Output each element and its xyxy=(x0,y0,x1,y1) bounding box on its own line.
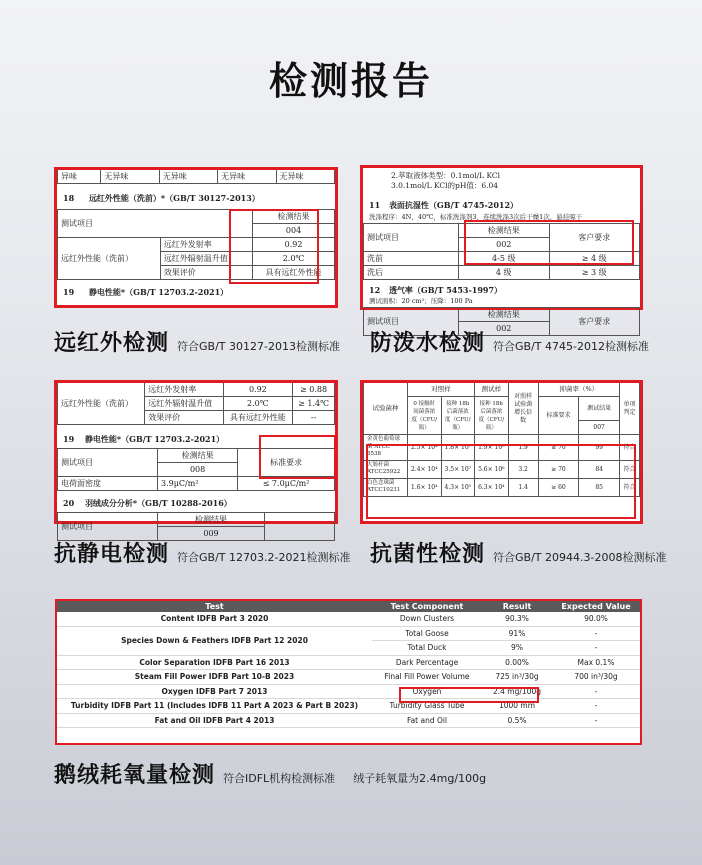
antibacterial-row: 大肠杆菌 ATCC25922 2.4× 10⁴ 3.5× 10⁷ 5.6× 10⁶ 3.2 ≥ 70 84 符合 xyxy=(364,460,640,478)
table-row: Content IDFB Part 3 2020 Down Clusters 90.3% 90.0% xyxy=(57,612,640,626)
antibacterial-report-card xyxy=(360,380,643,524)
table-row: Color Separation IDFB Part 16 2013 Dark Percentage 0.00% Max 0.1% xyxy=(57,655,640,670)
antistatic-next-table: 测试项目 检测结果 009 xyxy=(57,512,335,541)
far-infrared-section-title: 18 远红外性能（洗前）*（GB/T 30127-2013） xyxy=(63,193,260,203)
antistatic-report-card xyxy=(54,380,338,538)
antistatic-top-table: 远红外性能（洗前） 远红外发射率 0.92 ≥ 0.88 远红外辐射温升值 2.0℃ ≥ 1.4℃ 效果评价 具有远红外性能 -- xyxy=(57,383,335,425)
table-row: Oxygen IDFB Part 7 2013 Oxygen 2.4 mg/100g - xyxy=(57,684,640,699)
water-repellent-table: 测试项目 检测结果 客户要求 002 洗前 4-5 级 ≥ 4 级 洗后 4 级 ≥ 3 级 xyxy=(363,223,640,280)
antibacterial-caption: 抗菌性检测 符合GB/T 20944.3-2008检测标准 xyxy=(370,542,667,567)
down-oxygen-report-card xyxy=(55,599,642,745)
antibacterial-row: 白色念珠菌 ATCC10231 1.6× 10⁴ 4.3× 10⁵ 6.3× 10⁴ 1.4 ≥ 60 85 符合 xyxy=(364,478,640,496)
table-row: Turbidity IDFB Part 11 (Includes IDFB 11 Part A 2023 & Part B 2023) Turbidity Glass Tube 1000 mm - xyxy=(57,699,640,714)
water-repellent-caption: 防泼水检测 符合GB/T 4745-2012检测标准 xyxy=(370,331,649,356)
antibacterial-row: 金黄色葡萄球菌 ATCC 6538 2.5× 10⁴ 1.8× 10⁷ 1.9× 10⁵ 1.9 ≥ 70 99 符合 xyxy=(364,435,640,461)
antistatic-table: 测试项目 检测结果 标准要求 008 电荷面密度 3.9μC/m² ≤ 7.0μC/m² xyxy=(57,448,335,491)
far-infrared-caption: 远红外检测 符合GB/T 30127-2013检测标准 xyxy=(54,331,340,356)
antistatic-section-title: 19 静电性能*（GB/T 12703.2-2021） xyxy=(63,434,225,444)
far-infrared-next-section: 19 静电性能*（GB/T 12703.2-2021） xyxy=(63,287,229,297)
far-infrared-table: 测试项目 检测结果 004 远红外性能（洗前） 远红外发射率 0.92 远红外辐射温升值 2.0℃ 效果评价 具有远红外性能 xyxy=(57,209,335,280)
down-oxygen-caption: 鹅绒耗氧量检测 符合IDFL机构检测标准 绒子耗氧量为2.4mg/100g xyxy=(54,763,487,788)
antibacterial-table: 试验菌种 对照样 测试样 对照样试验菌增长倍数 抑菌率（%） 单项判定 0 接触时间菌落浓度（CFU/瓶） 接种 18h 后菌落浓度（CFU/瓶） 接种 18h 后菌落浓度（CFU/瓶） 标准要求 测试结果 007 金黄色葡萄球菌 ATCC 6538 2.5× 10⁴ 1.8× 10⁷ 1.9× 10⁵ 1.9 ≥ 70 99 符合 大肠杆菌 ATCC25922 2.4× 10⁴ 3.5× 10⁷ 5.6× 10⁶ 3.2 ≥ 70 84 符合 白色念珠菌 ATCC10231 1.6× 10⁴ 4.3× 10⁵ 6.3× 10⁴ 1.4 ≥ 60 85 符合 xyxy=(363,383,640,497)
water-repellent-report-card: 2.萃取液体类型：0.1mol/L KCl 3.0.1mol/L KCl的pH值：6.04 11 表面抗湿性（GB/T 4745-2012） 洗涤程序：4N，40℃，标准洗涤剂3，连续洗涤3次后干燥1次，悬挂晾干 测试项目 检测结果 客户要求 002 洗前 4-5 级 ≥ 4 级 洗后 4 级 ≥ 3 级 12 透气率（GB/T 5453-1997） 测试面积：20 cm²；压降：100 Pa 测试项目 检测结果 客户要求 002 xyxy=(360,165,643,310)
water-repellent-next-table: 测试项目 检测结果 客户要求 002 xyxy=(363,307,640,336)
table-row: Species Down & Feathers IDFB Part 12 2020 Total Goose 91% - xyxy=(57,626,640,641)
water-repellent-section-title: 11 表面抗湿性（GB/T 4745-2012） xyxy=(369,200,519,210)
table-row: Steam Fill Power IDFB Part 10-B 2023 Final Fill Power Volume 725 in³/30g 700 in³/30g xyxy=(57,670,640,685)
down-oxygen-table: Test Test Component Result Expected Value Content IDFB Part 3 2020 Down Clusters 90.3% 90.0% Species Down & Feathers IDFB Part 12 2020 Total Goose 91% - Total Duck 9% - Color Separation IDFB Part 16 2013 Dark Percentage 0.00% Max 0.1% Steam Fill Power IDFB Part 10-B 2023 Final Fill Power Volume 725 in³/30g 700 in³/30g Oxygen IDFB Part 7 2013 Oxygen 2.4 mg/100g - Turbidity IDFB Part 11 (Includes IDFB 11 Part A 2023 & Part B 2023) Turbidity Glass Tube 1000 mm - Fat and Oil IDFB Part 4 2013 Fat and Oil 0.5% - xyxy=(57,601,640,728)
antistatic-next-section: 20 羽绒成分分析*（GB/T 10288-2016） xyxy=(63,498,232,508)
water-repellent-next-section: 12 透气率（GB/T 5453-1997） xyxy=(369,285,503,295)
table-row: Fat and Oil IDFB Part 4 2013 Fat and Oil 0.5% - xyxy=(57,713,640,728)
far-infrared-top-row: 异味 无异味 无异味 无异味 无异味 xyxy=(57,170,335,184)
page-title: 检测报告 xyxy=(268,59,433,103)
antistatic-caption: 抗静电检测 符合GB/T 12703.2-2021检测标准 xyxy=(54,542,351,567)
table-row: Total Duck 9% - xyxy=(57,641,640,656)
far-infrared-report-card xyxy=(54,167,338,308)
